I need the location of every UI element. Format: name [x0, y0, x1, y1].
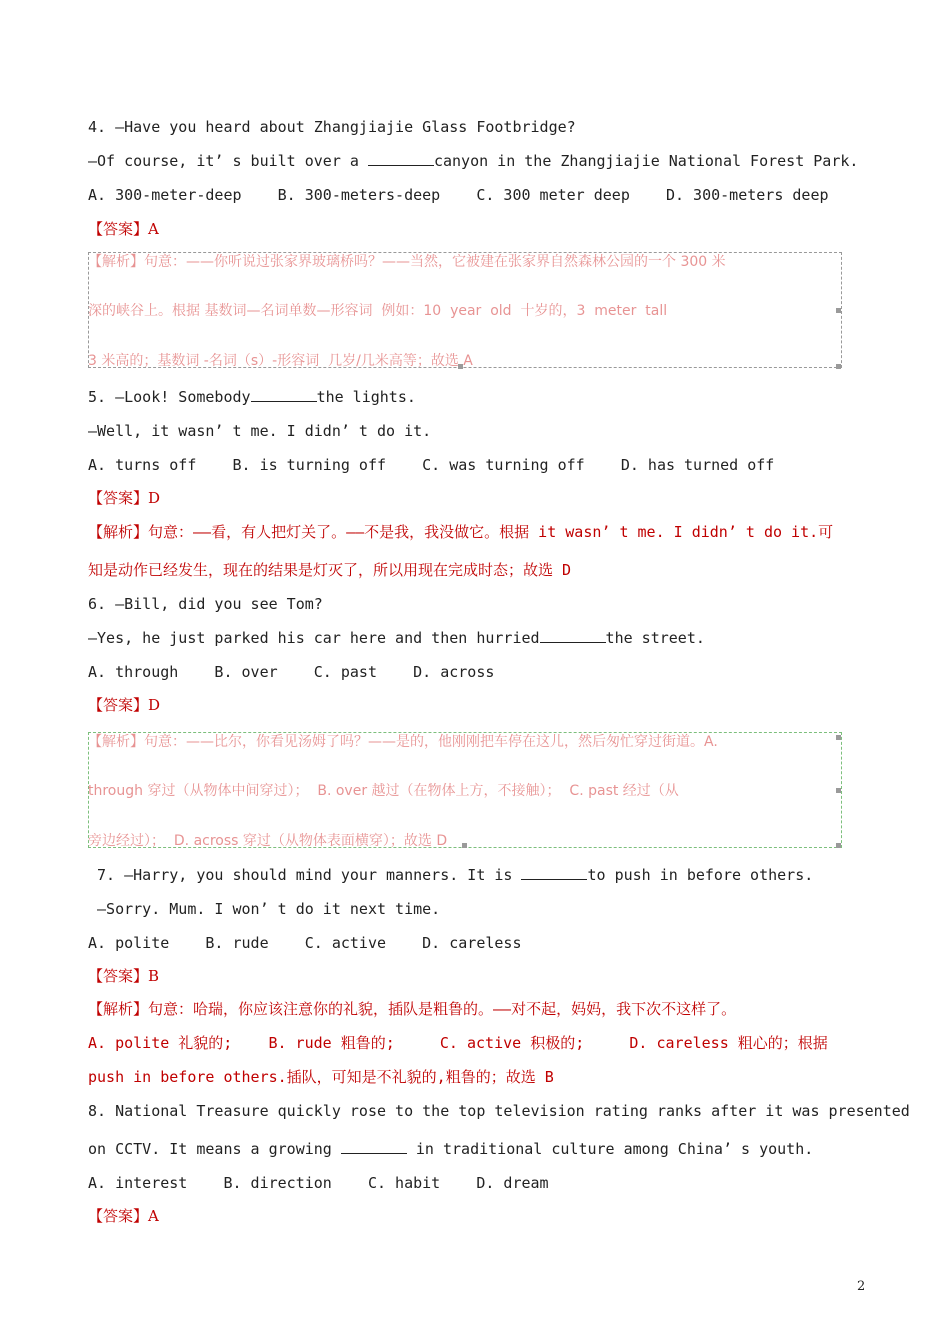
q6-sentence [88, 628, 705, 648]
frame-handle [462, 843, 467, 848]
q6-sentence-post: the street. [605, 629, 705, 647]
q8-blank [341, 1139, 407, 1154]
q4-explanation-line2: 深的峡谷上。根据 基数词—名词单数—形容词 例如：10 year old 十岁的，3 meter tall [88, 303, 668, 319]
q7-explanation-line3: push in before others.插队，可知是不礼貌的,粗鲁的；故选 B [88, 1068, 554, 1086]
q5-answer: 【答案】D [88, 489, 161, 507]
q4-sentence-post: canyon in the Zhangjiajie National Forest Park. [433, 152, 859, 170]
q7-explanation-line2: A. polite 礼貌的; B. rude 粗鲁的; C. active 积极的; D. careless 粗心的；根据 [88, 1034, 828, 1052]
q5-question-pre: 5. —Look! Somebody [88, 388, 251, 406]
q4-answer: 【答案】A [88, 220, 159, 238]
q5-explanation-tag: 【解析】 [88, 523, 149, 541]
q5-question [88, 387, 416, 407]
q7-question-post: to push in before others. [587, 866, 814, 884]
q5-explanation-line1 [88, 522, 833, 542]
q6-explanation-line1: 【解析】句意：——比尔，你看见汤姆了吗？——是的，他刚刚把车停在这儿，然后匆忙穿过街道。A. [88, 734, 718, 750]
q8-answer: 【答案】A [88, 1207, 159, 1225]
q4-options: A. 300-meter-deep B. 300-meters-deep C. 300 meter deep D. 300-meters deep [88, 186, 829, 204]
q8-sentence-pre: on CCTV. It means a growing [88, 1140, 341, 1158]
q8-sentence [88, 1139, 813, 1159]
q6-explanation-line3: 旁边经过）； D. across 穿过（从物体表面横穿）；故选 D [88, 833, 448, 849]
q6-answer: 【答案】D [88, 696, 161, 714]
q5-question-post: the lights. [316, 388, 416, 406]
q7-options: A. polite B. rude C. active D. careless [88, 934, 522, 952]
q6-sentence-pre: —Yes, he just parked his car here and then hurried [88, 629, 540, 647]
q6-options: A. through B. over C. past D. across [88, 663, 495, 681]
frame-handle [836, 735, 841, 740]
page-number: 2 [857, 1279, 866, 1294]
q4-explanation-line1: 【解析】句意：——你听说过张家界玻璃桥吗？——当然，它被建在张家界自然森林公园的一个 300 米 [88, 254, 726, 270]
q4-question: 4. —Have you heard about Zhangjiajie Glass Footbridge? [88, 118, 576, 136]
q5-blank [251, 387, 317, 402]
q7-sentence: —Sorry. Mum. I won’ t do it next time. [88, 900, 441, 918]
q4-sentence [88, 151, 858, 171]
q8-sentence-post: in traditional culture among China’ s youth. [406, 1140, 814, 1158]
q6-question: 6. —Bill, did you see Tom? [88, 595, 323, 613]
q7-answer: 【答案】B [88, 967, 160, 985]
q7-explanation-line1 [88, 999, 736, 1019]
q7-explanation-text: 句意：哈瑞，你应该注意你的礼貌，插队是粗鲁的。——对不起，妈妈，我下次不这样了。 [148, 1000, 737, 1018]
q6-blank [540, 628, 606, 643]
q4-explanation-line3: 3 米高的；基数词 -名词（s）-形容词 几岁/几米高等；故选 A [88, 353, 473, 369]
q8-question: 8. National Treasure quickly rose to the top television rating ranks after it was presented [88, 1102, 910, 1120]
q5-explanation-text: 句意：——看，有人把灯关了。——不是我，我没做它。根据 it wasn’ t me. I didn’ t do it.可 [148, 523, 834, 541]
q5-explanation-line2: 知是动作已经发生，现在的结果是灯灭了，所以用现在完成时态；故选 D [88, 561, 572, 579]
frame-handle [836, 364, 841, 369]
q7-question [88, 865, 813, 885]
q8-options: A. interest B. direction C. habit D. dream [88, 1174, 549, 1192]
q4-sentence-pre: —Of course, it’ s built over a [88, 152, 368, 170]
frame-handle [836, 843, 841, 848]
q7-blank [521, 865, 587, 880]
q6-explanation-line2: through 穿过（从物体中间穿过）； B. over 越过（在物体上方，不接触）； C. past 经过（从 [88, 783, 679, 799]
frame-handle [836, 788, 841, 793]
q5-sentence: —Well, it wasn’ t me. I didn’ t do it. [88, 422, 432, 440]
q7-explanation-tag: 【解析】 [88, 1000, 149, 1018]
q7-question-pre: 7. —Harry, you should mind your manners. It is [88, 866, 522, 884]
q4-blank [368, 151, 434, 166]
frame-handle [836, 308, 841, 313]
q5-options: A. turns off B. is turning off C. was turning off D. has turned off [88, 456, 775, 474]
